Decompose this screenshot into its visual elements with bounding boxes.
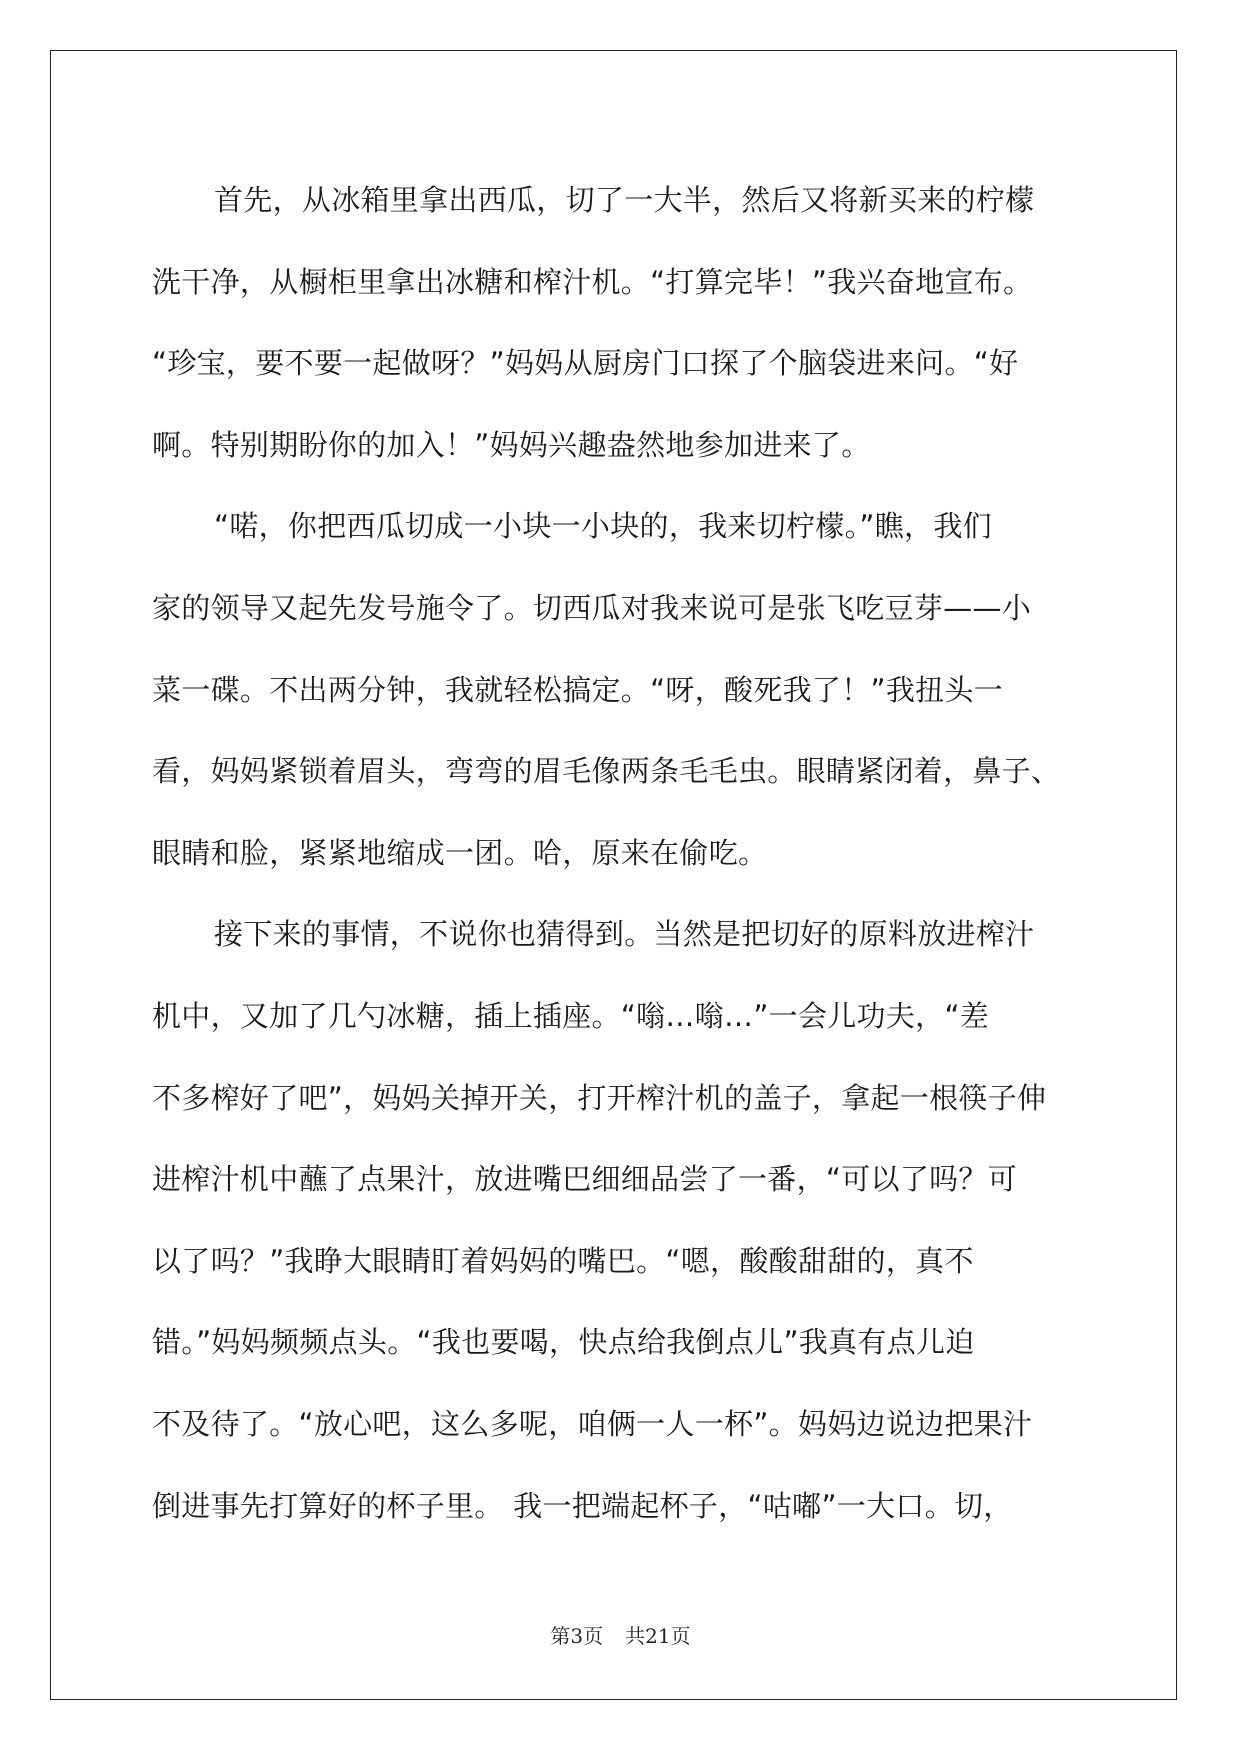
text-line: 菜一碟。不出两分钟，我就轻松搞定。“呀，酸死我了！”我扭头一 — [152, 672, 1004, 707]
text-line: 眼睛和脸，紧紧地缩成一团。哈，原来在偷吃。 — [152, 835, 768, 870]
text-line: 首先，从冰箱里拿出西瓜，切了一大半，然后又将新买来的柠檬 — [214, 183, 1035, 217]
text-line: 以了吗？”我睁大眼睛盯着妈妈的嘴巴。“嗯，酸酸甜甜的，真不 — [152, 1243, 974, 1278]
document-body — [152, 160, 1090, 1547]
text-line: “喏，你把西瓜切成一小块一小块的，我来切柠檬。”瞧，我们 — [214, 509, 992, 544]
page-total: 共21页 — [625, 1624, 691, 1648]
text-line: 进榨汁机中蘸了点果汁，放进嘴巴细细品尝了一番，“可以了吗？可 — [152, 1162, 1018, 1197]
text-line: “珍宝，要不要一起做呀？”妈妈从厨房门口探了个脑袋进来问。“好 — [152, 346, 1019, 381]
text-line: 不及待了。“放心吧，这么多呢，咱俩一人一杯”。妈妈边说边把果汁 — [152, 1406, 1033, 1441]
text-line: 家的领导又起先发号施令了。切西瓜对我来说可是张飞吃豆芽——小 — [152, 590, 1032, 625]
text-line: 接下来的事情，不说你也猜得到。当然是把切好的原料放进榨汁 — [214, 917, 1035, 952]
text-line: 机中，又加了几勺冰糖，插上插座。“嗡…嗡…”一会儿功夫，“差 — [152, 998, 990, 1033]
text-line: 错。”妈妈频频点头。“我也要喝，快点给我倒点儿”我真有点儿迫 — [152, 1325, 975, 1360]
text-line: 倒进事先打算好的杯子里。 我一把端起杯子，“咕嘟”一大口。切， — [152, 1488, 1013, 1523]
page-number: 第3页 — [550, 1624, 604, 1648]
page-footer — [0, 1620, 1241, 1649]
text-line: 看，妈妈紧锁着眉头，弯弯的眉毛像两条毛毛虫。眼睛紧闭着，鼻子、 — [152, 754, 1061, 789]
text-line: 不多榨好了吧”，妈妈关掉开关，打开榨汁机的盖子，拿起一根筷子伸 — [152, 1080, 1047, 1115]
text-line: 啊。特别期盼你的加入！”妈妈兴趣盎然地参加进来了。 — [152, 427, 871, 462]
text-line: 洗干净，从橱柜里拿出冰糖和榨汁机。“打算完毕！”我兴奋地宣布。 — [152, 264, 1033, 299]
